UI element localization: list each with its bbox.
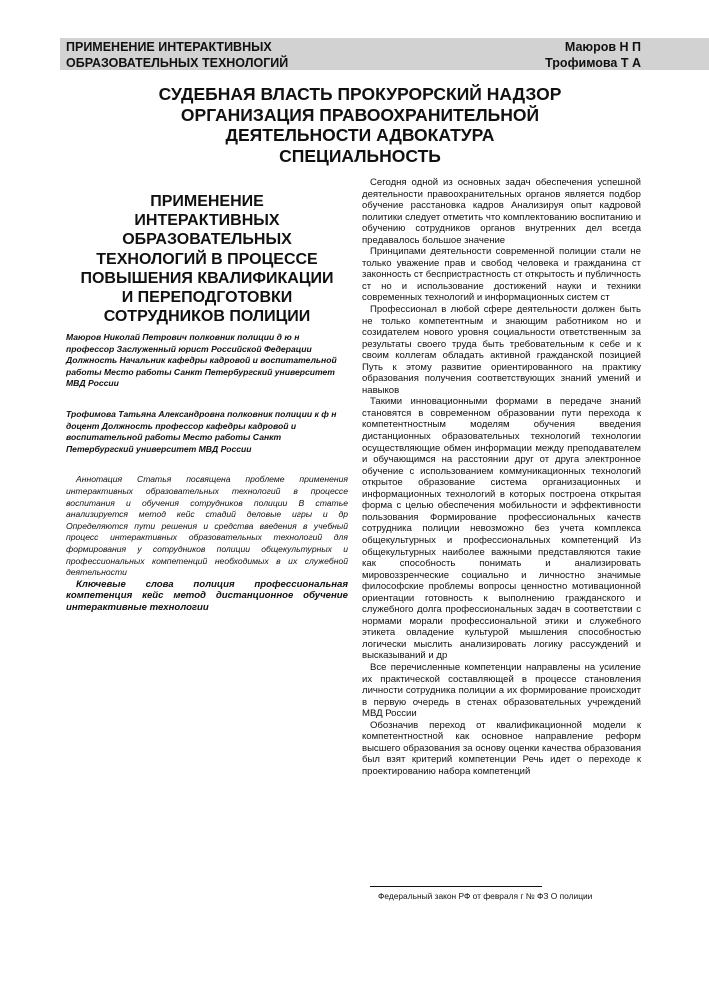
- article-title-line: СОТРУДНИКОВ ПОЛИЦИИ: [103, 308, 311, 326]
- section-title: [120, 84, 600, 166]
- body-paragraph: Такими инновационными формами в передаче знаний становятся в современном образовании пути перехода к компетентностным моделям обучения введения дистанционных образовательных технологий технологии осуществляющие обмен информации между преподавателем и обучающимся на расстоянии друг от друга электронное обучение с использованием коммуникационных технологий открытое образование система организационных и информационных технологий в которых построена открытая форма с целью обеспечения мобильности и эффективности пользования Формирование профессиональных качеств сотрудника полиции невозможно без учета комплекса общекультурных и профессиональных компетенций Из общекультурных наиболее важными представляются такие как способность понимать и анализировать мировоззренческие социально и личностно значимые философские проблемы вопросы ценностно мотивационной ориентации готовность к выполнению гражданского и служебного долга профессиональных задач в соответствии с нормами морали профессиональной этики и служебного этикета овладение культурой мышления способностью логически мыслить анализировать логику рассуждений и высказываний и др: [362, 396, 641, 662]
- article-title-line: ПОВЫШЕНИЯ КВАЛИФИКАЦИИ: [80, 269, 334, 287]
- article-title-line: И ПЕРЕПОДГОТОВКИ: [121, 289, 293, 307]
- article-title: [62, 192, 352, 326]
- article-title-line: ИНТЕРАКТИВНЫХ: [134, 212, 280, 230]
- article-title-line: ТЕХНОЛОГИЙ В ПРОЦЕССЕ: [96, 250, 318, 268]
- footnote-divider: [370, 886, 542, 887]
- abstract: Аннотация Статья посвящена проблеме применения интерактивных образовательных технологий в процессе воспитания и обучения сотрудников полиции В статье анализируется метод кейс стадий деловые игры и др Определяются пути решения и средства введения в учебный процесс интерактивных образовательных технологий для формирования у сотрудников полиции общекультурных и профессиональных компетенций необходимых в их служебной деятельности: [66, 474, 348, 578]
- article-title-line: ОБРАЗОВАТЕЛЬНЫХ: [122, 231, 292, 249]
- left-column: [66, 332, 348, 613]
- author-info: Трофимова Татьяна Александровна полковник полиции к ф н доцент Должность профессор кафедры кадровой и воспитательной работы Место работы Санкт Петербургский университет МВД России: [66, 408, 337, 454]
- body-paragraph: Все перечисленные компетенции направлены на усиление их практической составляющей в процессе становления личности сотрудника полиции а их формирование происходит в первую очередь в стенах образовательных учреждений МВД России: [362, 661, 641, 720]
- running-header-right: [545, 39, 641, 71]
- keywords: Ключевые слова полиция профессиональная компетенция кейс метод дистанционное обучение интерактивные технологии: [66, 578, 348, 613]
- running-header-left: [66, 39, 288, 71]
- running-header-author: Маюров Н П: [564, 40, 641, 54]
- body-text: [362, 177, 641, 777]
- body-paragraph: Обозначив переход от квалификационной модели к компетентностной как основное направление реформ высшего образования за основу оценки качества образования был взят критерий компетенции Речь идет о переходе к проектированию набора компетенций: [362, 719, 641, 777]
- section-title-line: СПЕЦИАЛЬНОСТЬ: [279, 145, 441, 166]
- body-paragraph: Сегодня одной из основных задач обеспечения успешной деятельности правоохранительных органов является подбор обучение расстановка кадров Анализируя опыт кадровой политики следует отметить что комплектованию воспитанию и обучению сотрудников органов внутренних дел всегда предавалось большое значение: [362, 177, 641, 246]
- author-info: Маюров Николай Петрович полковник полиции д ю н профессор Заслуженный юрист Российской Федерации Должность Начальник кафедры кадровой и воспитательной работы Место работы Санкт Петербургский университет МВД России: [66, 332, 337, 389]
- body-paragraph: Профессионал в любой сфере деятельности должен быть не только компетентным и знающим работником но и созидателем нового уровня социальности ответственным за результаты своего труда быть требовательным к себе и к своим коллегам обладать активной гражданской позицией Путь к этому развитие ориентированного на практику образования получения соответствующих знаний умений и навыков: [362, 304, 641, 396]
- section-title-line: СУДЕБНАЯ ВЛАСТЬ ПРОКУРОРСКИЙ НАДЗОР: [158, 84, 562, 104]
- running-header-left-line: ПРИМЕНЕНИЕ ИНТЕРАКТИВНЫХ: [66, 40, 272, 54]
- section-title-line: ОРГАНИЗАЦИЯ ПРАВООХРАНИТЕЛЬНОЙ: [180, 104, 540, 125]
- running-header-author: Трофимова Т А: [545, 56, 641, 70]
- section-title-line: ДЕЯТЕЛЬНОСТИ АДВОКАТУРА: [225, 125, 495, 145]
- body-paragraph: Принципами деятельности современной полиции стали не только уважение прав и свобод человека и гражданина ст законность ст беспристрастность ст открытость и публичность ст но и использование достижений науки и техники современных технологий и информационных систем ст: [362, 246, 641, 304]
- footnote: Федеральный закон РФ от февраля г № ФЗ О полиции: [378, 891, 593, 901]
- article-title-line: ПРИМЕНЕНИЕ: [150, 193, 264, 210]
- running-header-left-line: ОБРАЗОВАТЕЛЬНЫХ ТЕХНОЛОГИЙ: [66, 56, 289, 70]
